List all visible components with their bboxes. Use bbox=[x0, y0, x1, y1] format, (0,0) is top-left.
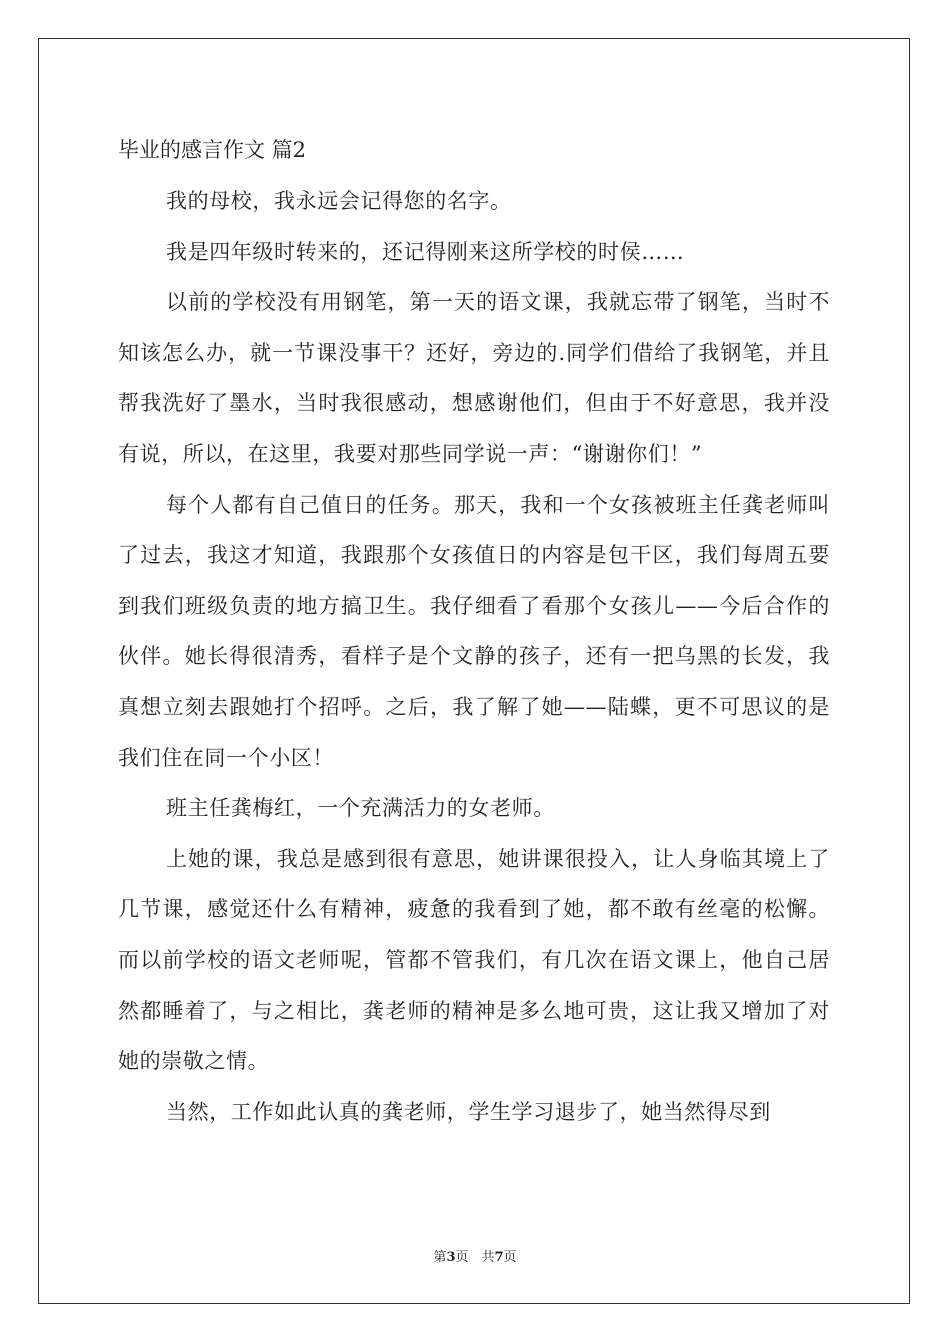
page-label-prefix: 第 bbox=[433, 1250, 447, 1265]
paragraph-1: 我的母校，我永远会记得您的名字。 bbox=[166, 189, 512, 213]
current-page-number: 3 bbox=[446, 1250, 456, 1265]
page-label-suffix: 页 bbox=[503, 1250, 517, 1265]
paragraph-5: 班主任龚梅红，一个充满活力的女老师。 bbox=[166, 796, 555, 821]
paragraph-3: 以前的学校没有用钢笔，第一天的语文课，我就忘带了钢笔，当时不知该怎么办，就一节课没事干？还好，旁边的.同学们借给了我钢笔，并且帮我洗好了墨水，当时我很感动，想感谢他们，但由于不好意思，我并没有说，所以，在这里，我要对那些同学说一声：“谢谢你们！” bbox=[118, 290, 830, 466]
document-title: 毕业的感言作文 篇2 bbox=[118, 138, 307, 162]
page-footer bbox=[0, 1246, 950, 1265]
document-body bbox=[118, 124, 830, 1137]
page-label-mid: 页 共 bbox=[455, 1250, 495, 1265]
paragraph-4: 每个人都有自己值日的任务。那天，我和一个女孩被班主任龚老师叫了过去，我这才知道，我跟那个女孩值日的内容是包干区，我们每周五要到我们班级负责的地方搞卫生。我仔细看了看那个女孩儿——今后合作的伙伴。她长得很清秀，看样子是个文静的孩子，还有一把乌黑的长发，我真想立刻去跟她打个招呼。之后，我了解了她——陆蝶，更不可思议的是我们住在同一个小区！ bbox=[118, 492, 830, 770]
total-page-number: 7 bbox=[494, 1250, 504, 1265]
paragraph-2: 我是四年级时转来的，还记得刚来这所学校的时侯…… bbox=[166, 239, 685, 264]
paragraph-7: 当然，工作如此认真的龚老师，学生学习退步了，她当然得尽到 bbox=[166, 1099, 771, 1124]
paragraph-6: 上她的课，我总是感到很有意思，她讲课很投入，让人身临其境上了几节课，感觉还什么有精神，疲惫的我看到了她，都不敢有丝毫的松懈。而以前学校的语文老师呢，管都不管我们，有几次在语文课上，他自己居然都睡着了，与之相比，龚老师的精神是多么地可贵，这让我又增加了对她的崇敬之情。 bbox=[118, 846, 830, 1074]
